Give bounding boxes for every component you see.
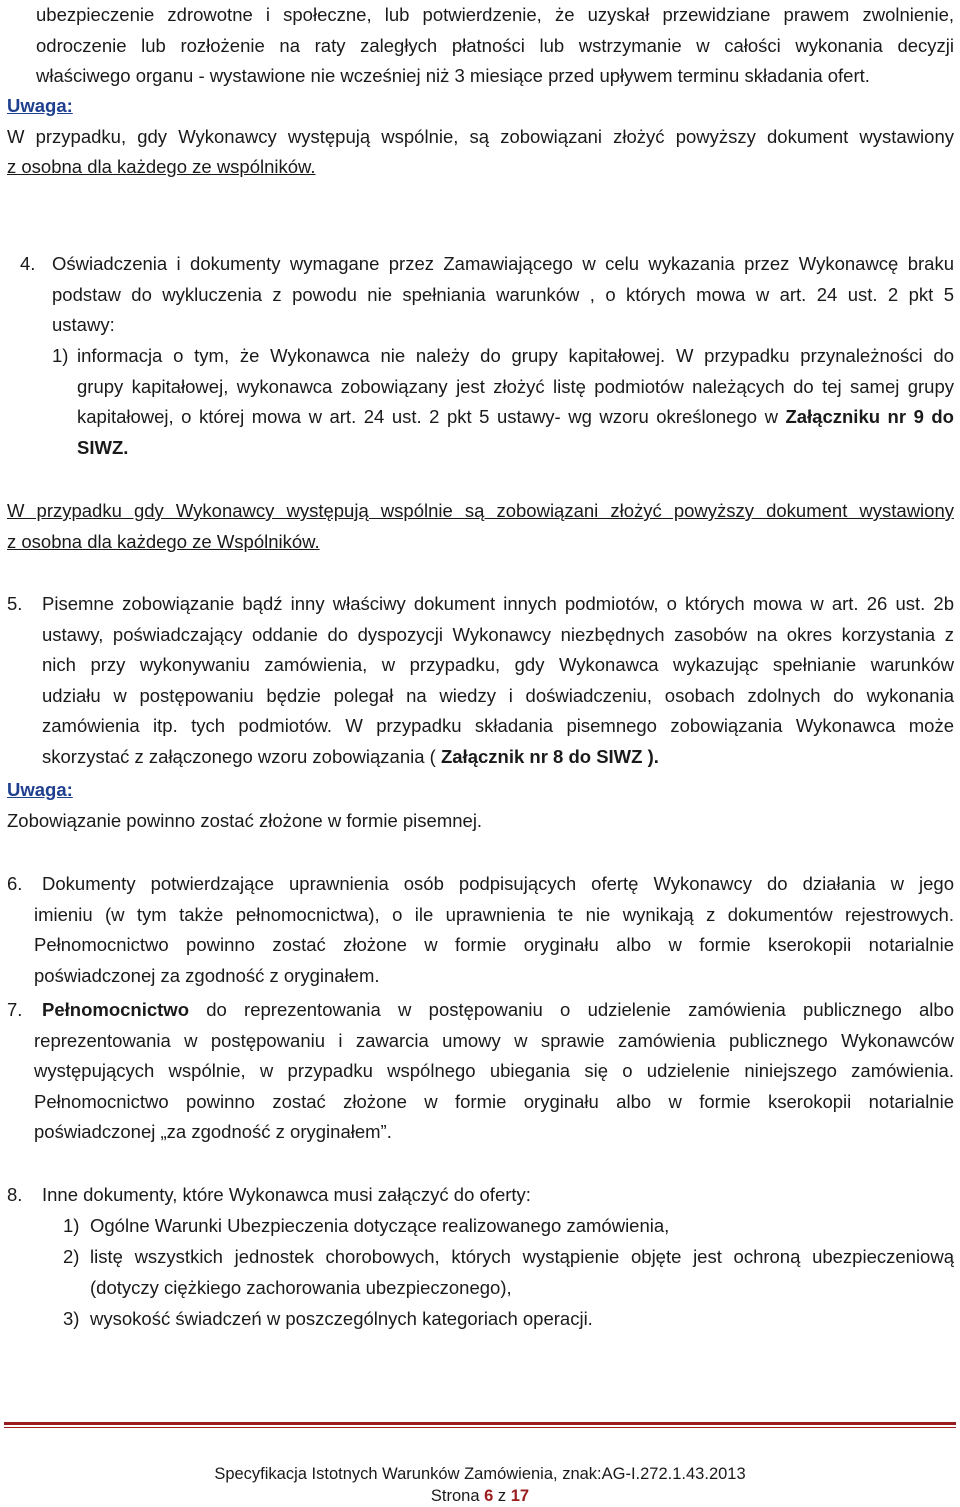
- page-word: Strona: [430, 1487, 480, 1505]
- text-line: W przypadku gdy Wykonawcy występują wspólnie są zobowiązani złożyć powyższy dokument wystawiony: [7, 500, 954, 521]
- text-line: Pisemne zobowiązanie bądź inny właściwy dokument innych podmiotów, o których mowa w art. 26 ust. 2b: [42, 593, 954, 614]
- text-line: z osobna dla każdego ze wspólników.: [7, 156, 316, 177]
- text-line: udziału w postępowaniu będzie polegał na wiedzy i doświadczeniu, osobach zdolnych do wykonania: [42, 684, 954, 706]
- text-line: ubezpieczenie zdrowotne i społeczne, lub potwierdzenie, że uzyskał przewidziane prawem zwolnienie,: [36, 4, 954, 25]
- text-line: do reprezentowania w postępowaniu o udzielenie zamówienia publicznego albo: [189, 999, 954, 1020]
- item-8-subitem-2: [90, 1242, 954, 1303]
- footer-spec: [0, 1464, 960, 1484]
- text-line: ustawy:: [52, 314, 115, 335]
- item-8-subitem-3: [90, 1304, 954, 1335]
- text-line: nich przy wykonywaniu zamówienia, w przypadku, gdy Wykonawca wykazując spełnianie warunków: [42, 654, 954, 675]
- note-wspolnicy: [7, 496, 954, 557]
- footer-divider: [4, 1422, 956, 1425]
- text-line: Ogólne Warunki Ubezpieczenia dotyczące realizowanego zamówienia,: [90, 1215, 670, 1236]
- text-line: wysokość świadczeń w poszczególnych kategoriach operacji.: [90, 1308, 593, 1329]
- text-line: występujących wspólnie, w przypadku wspólnego ubiegania się o udzielenie niniejszego zamówienia.: [34, 1060, 954, 1081]
- text-line: właściwego organu - wystawione nie wcześniej niż 3 miesiące przed upływem terminu składania ofert.: [36, 65, 870, 86]
- of-word: z: [497, 1487, 507, 1505]
- text-line: Dokumenty potwierdzające uprawnienia osób podpisujących ofertę Wykonawcy do działania w jego: [42, 873, 954, 894]
- note-wykonawcy: [7, 91, 954, 183]
- current-page: 6: [484, 1487, 494, 1505]
- item-number: 4.: [20, 253, 36, 274]
- note-label: Uwaga:: [7, 779, 73, 800]
- text-line: Inne dokumenty, które Wykonawca musi załączyć do oferty:: [42, 1184, 531, 1205]
- text-line: Zobowiązanie powinno zostać złożone w formie pisemnej.: [7, 809, 483, 831]
- item-5: [42, 589, 954, 772]
- text-line: imieniu (w tym także pełnomocnictwa), o ile uprawnienia te nie wynikają z dokumentów rejestrowych.: [34, 903, 954, 925]
- text-line: (dotyczy ciężkiego zachorowania ubezpieczonego),: [90, 1276, 512, 1298]
- footer-divider-thin: [4, 1427, 956, 1428]
- item-4-subitem-1: [77, 341, 954, 463]
- bold-term: Pełnomocnictwo: [42, 999, 189, 1020]
- text-line: poświadczonej „za zgodność z oryginałem”.: [34, 1121, 392, 1142]
- subitem-number: 1): [63, 1215, 80, 1236]
- item-number: 8.: [7, 1184, 23, 1205]
- text-line: grupy kapitałowej, wykonawca zobowiązany jest złożyć listę podmiotów należących do tej samej grupy: [77, 375, 954, 397]
- subitem-number: 2): [63, 1246, 80, 1267]
- text-line: Oświadczenia i dokumenty wymagane przez Zamawiającego w celu wykazania przez Wykonawcę braku: [52, 253, 954, 274]
- item-number: 5.: [7, 593, 23, 614]
- text-line: ustawy, poświadczający oddanie do dyspozycji Wykonawcy niezbędnych zasobów na okres korzystania z: [42, 623, 954, 645]
- text-line: poświadczonej za zgodność z oryginałem.: [34, 964, 380, 986]
- footer-page-number: [0, 1486, 960, 1506]
- note-zobowiazanie: [7, 775, 954, 836]
- text-line: W przypadku, gdy Wykonawcy występują wspólnie, są zobowiązani złożyć powyższy dokument wystawiony: [7, 125, 954, 147]
- item-number: 6.: [7, 873, 23, 894]
- text-line: reprezentowania w postępowaniu i zawarcia umowy w sprawie zamówienia publicznego Wykonawców: [34, 1029, 954, 1051]
- item-4: [52, 249, 954, 341]
- text-line: zamówienia itp. tych podmiotów. W przypadku składania pisemnego zobowiązania Wykonawca może: [42, 715, 954, 736]
- intro-paragraph: [36, 0, 954, 92]
- text-line: SIWZ.: [77, 436, 129, 458]
- text-line: z osobna dla każdego ze Wspólników.: [7, 530, 320, 552]
- note-label: Uwaga:: [7, 95, 73, 116]
- item-8: [42, 1180, 954, 1211]
- text-line: odroczenie lub rozłożenie na raty zaległych płatności lub wstrzymanie w całości wykonania decyzji: [36, 34, 954, 56]
- subitem-number: 3): [63, 1308, 80, 1329]
- item-6: [34, 869, 954, 991]
- attachment-reference: Załączniku nr 9 do: [785, 406, 954, 427]
- footer-spec-text: Specyfikacja Istotnych Warunków Zamówienia, znak:AG-I.272.1.43.2013: [214, 1465, 746, 1483]
- item-7: [34, 995, 954, 1148]
- text-line: informacja o tym, że Wykonawca nie należy do grupy kapitałowej. W przypadku przynależności do: [77, 345, 954, 366]
- subitem-number: 1): [52, 345, 69, 366]
- text-line: listę wszystkich jednostek chorobowych, których wystąpienie objęte jest ochroną ubezpieczeniową: [90, 1246, 954, 1267]
- attachment-reference: Załącznik nr 8 do SIWZ ).: [440, 745, 659, 767]
- text-line: kapitałowej, o której mowa w art. 24 ust. 2 pkt 5 ustawy- wg wzoru określonego w: [77, 406, 786, 427]
- item-number: 7.: [7, 999, 23, 1020]
- text-line: podstaw do wykluczenia z powodu nie spełniania warunków , o których mowa w art. 24 ust. 2 pkt 5: [52, 283, 954, 305]
- text-line: Pełnomocnictwo powinno zostać złożone w formie oryginału albo w formie kserokopii notarialnie: [34, 934, 954, 955]
- text-line: Pełnomocnictwo powinno zostać złożone w formie oryginału albo w formie kserokopii notarialnie: [34, 1090, 954, 1112]
- text-line: skorzystać z załączonego wzoru zobowiązania (: [42, 745, 441, 767]
- item-8-subitem-1: [90, 1211, 954, 1242]
- total-pages: 17: [510, 1487, 530, 1505]
